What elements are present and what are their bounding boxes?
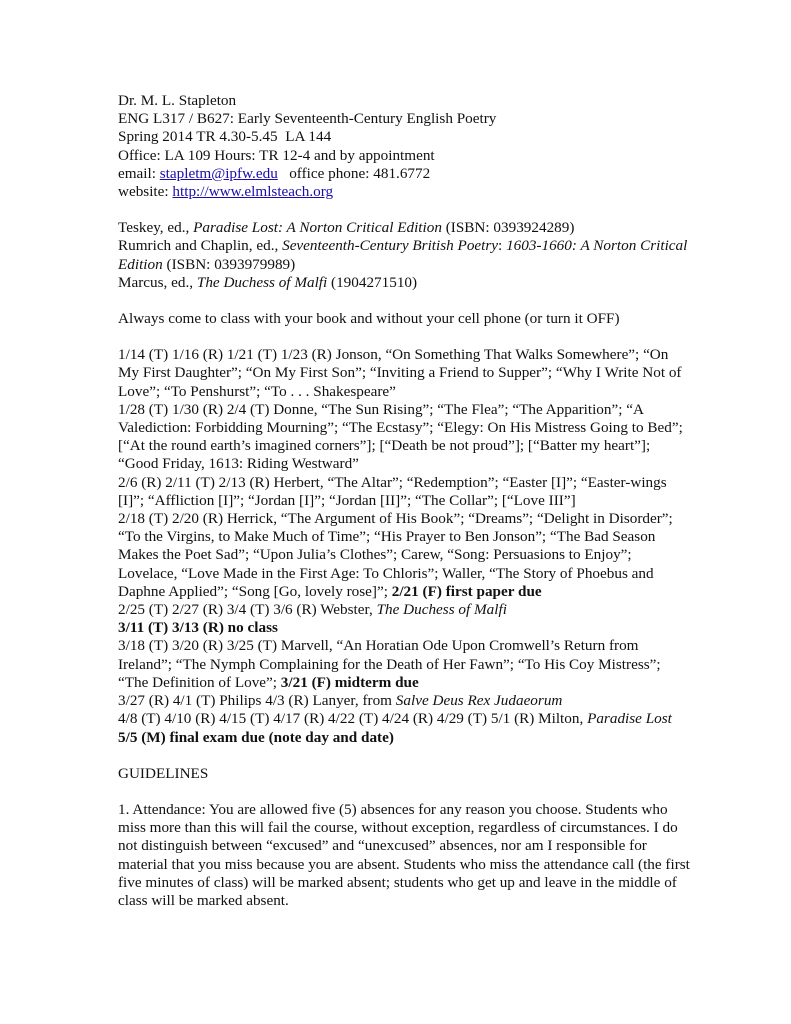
marvell-readings: 3/18 (T) 3/20 (R) 3/25 (T) Marvell, “An Horatian Ode Upon Cromwell’s Return from Ireland”; “The Nymph Complaining for the Death of Her Fawn”; “To His Coy Mistress”; “The Definition of Love”;: [118, 637, 661, 691]
book-isbn: (ISBN: 0393924289): [441, 219, 575, 237]
webster-title: The Duchess of Malfi: [376, 601, 507, 619]
text-item: [118, 219, 691, 237]
webster-dates: 2/25 (T) 2/27 (R) 3/4 (T) 3/6 (R) Webster,: [118, 601, 377, 619]
office-hours: Office: LA 109 Hours: TR 12-4 and by appointment: [118, 146, 435, 164]
text-editor: Teskey, ed.,: [118, 219, 194, 237]
text-item: [118, 274, 691, 292]
book-title: The Duchess of Malfi: [196, 273, 328, 291]
schedule-entry-milton: [118, 710, 691, 728]
milton-title: Paradise Lost: [587, 710, 672, 728]
schedule-entry-webster: [118, 601, 691, 619]
book-title: Paradise Lost: A Norton Critical Edition: [193, 219, 442, 237]
email-link[interactable]: stapletm@ipfw.edu: [159, 164, 278, 182]
schedule-entry-herrick: [118, 510, 691, 601]
first-paper-deadline: 2/21 (F) first paper due: [391, 582, 542, 600]
course-title: ENG L317 / B627: Early Seventeenth-Century English Poetry: [118, 110, 497, 128]
contact-line: [118, 165, 691, 183]
schedule-entry-herbert: 2/6 (R) 2/11 (T) 2/13 (R) Herbert, “The Altar”; “Redemption”; “Easter [I]”; “Easter-wings [I]”; “Affliction [I]”; “Jordan [I]”; “Jordan [II]”; “The Collar”; [“Love III”]: [118, 473, 667, 509]
website-label: website:: [118, 183, 173, 201]
website-line: [118, 183, 691, 201]
book-isbn: (1904271510): [327, 273, 418, 291]
guidelines-heading: GUIDELINES: [118, 764, 209, 782]
website-link[interactable]: http://www.elmlsteach.org: [172, 183, 334, 201]
philips-dates: 3/27 (R) 4/1 (T) Philips 4/3 (R) Lanyer, from: [118, 692, 396, 710]
book-subtitle: 1603-1660: A Norton Critical Edition: [118, 237, 688, 273]
attendance-policy: 1. Attendance: You are allowed five (5) absences for any reason you choose. Students who miss more than this will fail the course, without exception, regardless of circumstances. I do not distinguish between “excused” and “unexcused” absences, nor am I responsible for material that you miss because you are absent. Students who miss the attendance call (the first five minutes of class) will be marked absent; students who get up and leave in the middle of class will be marked absent.: [118, 800, 690, 909]
milton-dates: 4/8 (T) 4/10 (R) 4/15 (T) 4/17 (R) 4/22 (T) 4/24 (R) 4/29 (T) 5/1 (R) Milton,: [118, 710, 588, 728]
office-phone: office phone: 481.6772: [277, 164, 431, 182]
class-reminder: Always come to class with your book and without your cell phone (or turn it OFF): [118, 310, 620, 328]
lanyer-title: Salve Deus Rex Judaeorum: [395, 692, 563, 710]
text-item: [118, 237, 691, 273]
instructor-name: Dr. M. L. Stapleton: [118, 92, 237, 109]
term-info: Spring 2014 TR 4.30-5.45 LA 144: [118, 128, 332, 146]
title-separator: :: [498, 237, 507, 255]
midterm-deadline: 3/21 (F) midterm due: [280, 673, 419, 691]
required-texts: [118, 219, 691, 292]
schedule-entry-donne: 1/28 (T) 1/30 (R) 2/4 (T) Donne, “The Sun Rising”; “The Flea”; “The Apparition”; “A Valediction: Forbidding Mourning”; “The Ecstasy”; “Elegy: On His Mistress Going to Bed”; [“At the round earth’s imagined corners”]; [“Death be not proud”]; [“Batter my heart”]; “Good Friday, 1613: Riding Westward”: [118, 400, 683, 473]
schedule-entry-philips: [118, 692, 691, 710]
header-block: [118, 92, 691, 201]
schedule-entry-marvell: [118, 637, 691, 692]
email-label: email:: [118, 164, 160, 182]
no-class-notice: 3/11 (T) 3/13 (R) no class: [118, 619, 278, 637]
book-isbn: (ISBN: 0393979989): [162, 255, 296, 273]
text-editor: Marcus, ed.,: [118, 273, 197, 291]
book-title: Seventeenth-Century British Poetry: [282, 237, 499, 255]
text-editor: Rumrich and Chaplin, ed.,: [118, 237, 283, 255]
final-exam-deadline: 5/5 (M) final exam due (note day and date): [118, 728, 394, 746]
herrick-readings: 2/18 (T) 2/20 (R) Herrick, “The Argument of His Book”; “Dreams”; “Delight in Disorder”; “To the Virgins, to Make Much of Time”; “His Prayer to Ben Jonson”; “The Bad Season Makes the Poet Sad”; “Upon Julia’s Clothes”; Carew, “Song: Persuasions to Enjoy”; Lovelace, “Love Made in the First Age: To Chloris”; Waller, “The Story of Phoebus and Daphne Applied”; “Song [Go, lovely rose]”;: [118, 510, 673, 600]
schedule: [118, 346, 691, 746]
schedule-entry-jonson: 1/14 (T) 1/16 (R) 1/21 (T) 1/23 (R) Jonson, “On Something That Walks Somewhere”; “On My First Daughter”; “On My First Son”; “Inviting a Friend to Supper”; “Why I Write Not of Love”; “To Penshurst”; “To . . . Shakespeare”: [118, 346, 682, 400]
